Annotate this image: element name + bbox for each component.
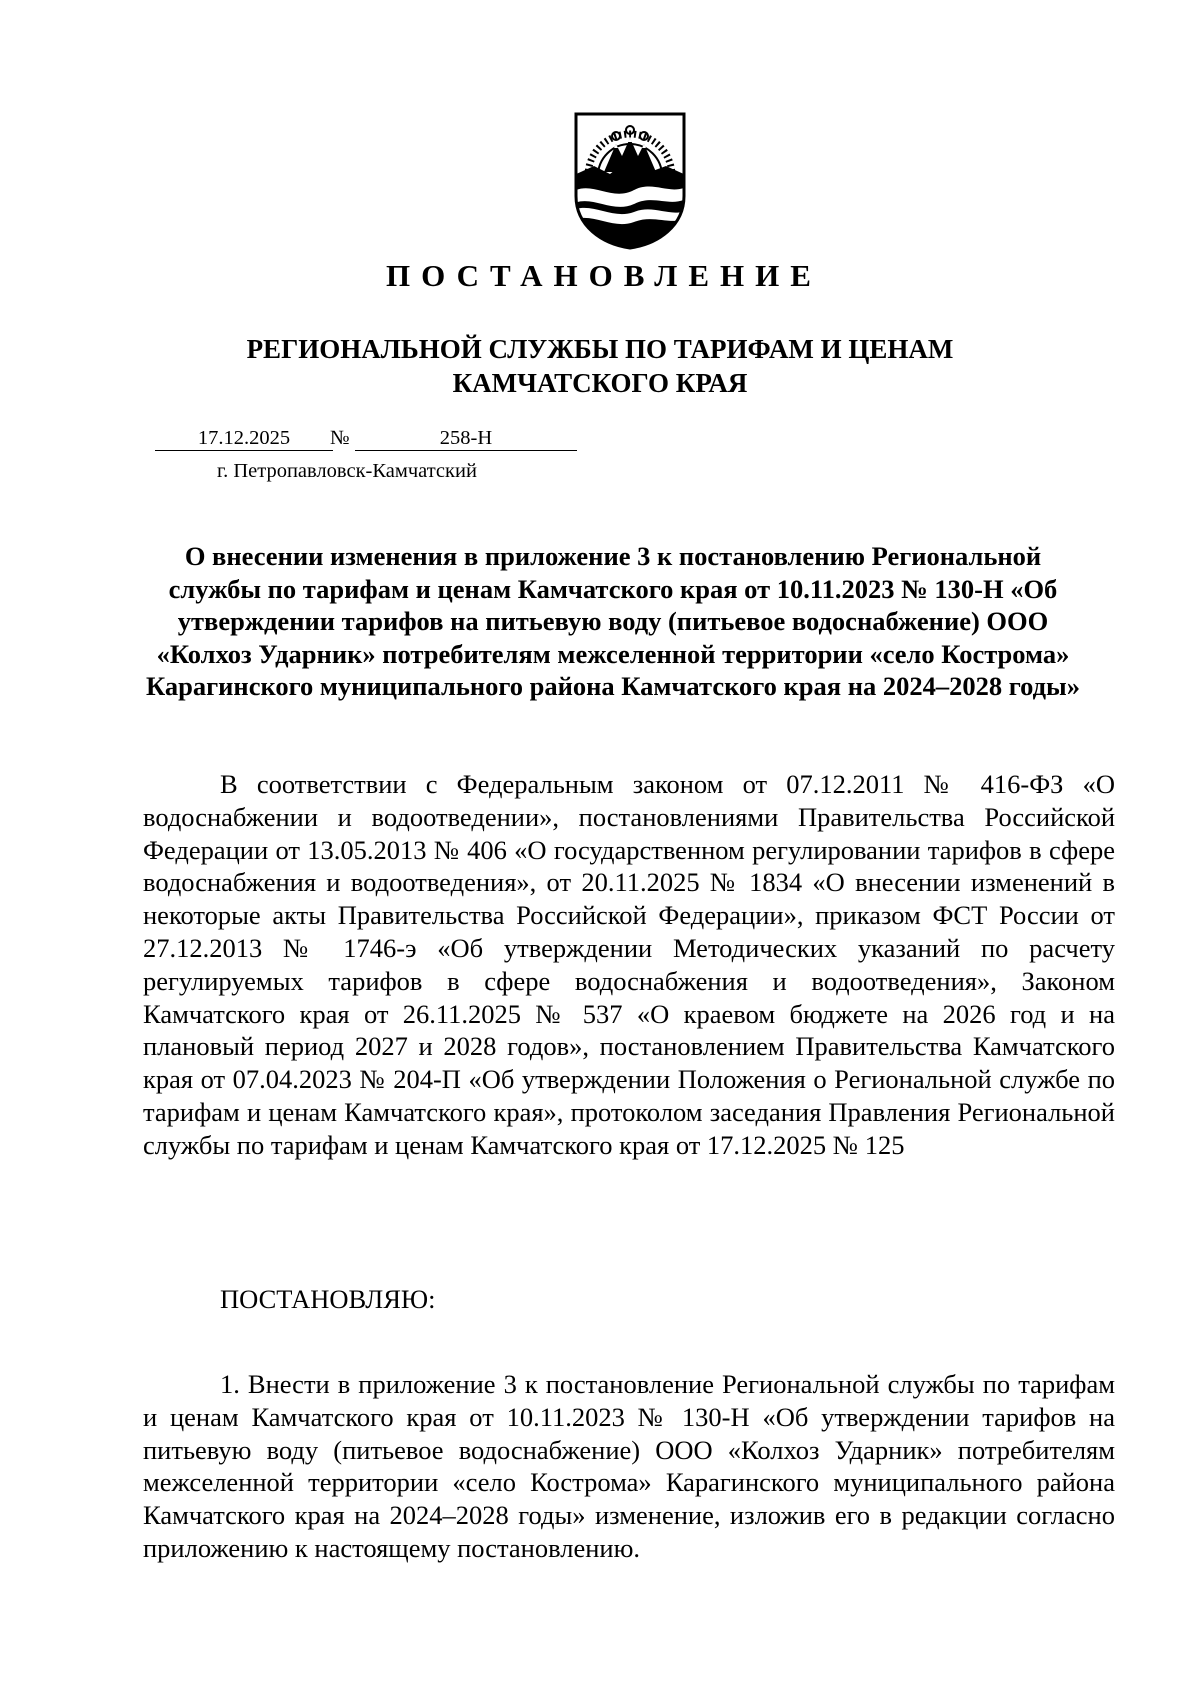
clause-1-paragraph: 1. Внести в приложение 3 к постановление Региональной службы по тарифам и ценам Камчатского края от 10.11.2023 № 130-Н «Об утверждении тарифов на питьевую воду (питьевое водоснабжение) ООО «Колхоз Ударник» потребителям межселенной территории «село Кострома» Карагинского муниципального района Камчатского края на 2024–2028 годы» изменение, изложив его в редакции согласно приложению к настоящему постановлению.: [143, 1369, 1115, 1563]
preamble-paragraph: В соответствии с Федеральным законом от 07.12.2011 № 416-ФЗ «О водоснабжении и водоотведении», постановлениями Правительства Российской Федерации от 13.05.2013 № 406 «О государственном регулировании тарифов в сфере водоснабжения и водоотведения», от 20.11.2025 № 1834 «О внесении изменений в некоторые акты Правительства Российской Федерации», приказом ФСТ России от 27.12.2013 № 1746-э «Об утверждении Методических указаний по расчету регулируемых тарифов в сфере водоснабжения и водоотведения», Законом Камчатского края от 26.11.2025 № 537 «О краевом бюджете на 2026 год и на плановый период 2027 и 2028 годов», постановлением Правительства Камчатского края от 07.04.2023 № 204-П «Об утверждении Положения о Региональной службе по тарифам и ценам Камчатского края», протоколом заседания Правления Региональной службы по тарифам и ценам Камчатского края от 17.12.2025 № 125: [143, 769, 1115, 1160]
document-title: ПОСТАНОВЛЕНИЕ: [386, 258, 822, 293]
organization-line: РЕГИОНАЛЬНОЙ СЛУЖБЫ ПО ТАРИФАМ И ЦЕНАМ: [246, 334, 954, 364]
organization-name: [0, 332, 1200, 400]
number-sign: №: [330, 427, 350, 449]
document-date: 17.12.2025: [155, 426, 333, 451]
document-number: 258-Н: [355, 426, 577, 451]
kamchatka-coat-of-arms-icon: [572, 110, 688, 250]
document-subject: О внесении изменения в приложение 3 к постановлению Региональной службы по тарифам и ценам Камчатского края от 10.11.2023 № 130-Н «Об утверждении тарифов на питьевую воду (питьевое водоснабжение) ООО «Колхоз Ударник» потребителям межселенной территории «село Кострома» Карагинского муниципального района Камчатского края на 2024–2028 годы»: [146, 541, 1080, 701]
resolve-heading: ПОСТАНОВЛЯЮ:: [220, 1284, 436, 1314]
organization-line: КАМЧАТСКОГО КРАЯ: [452, 368, 748, 398]
document-city: г. Петропавловск-Камчатский: [217, 460, 477, 482]
